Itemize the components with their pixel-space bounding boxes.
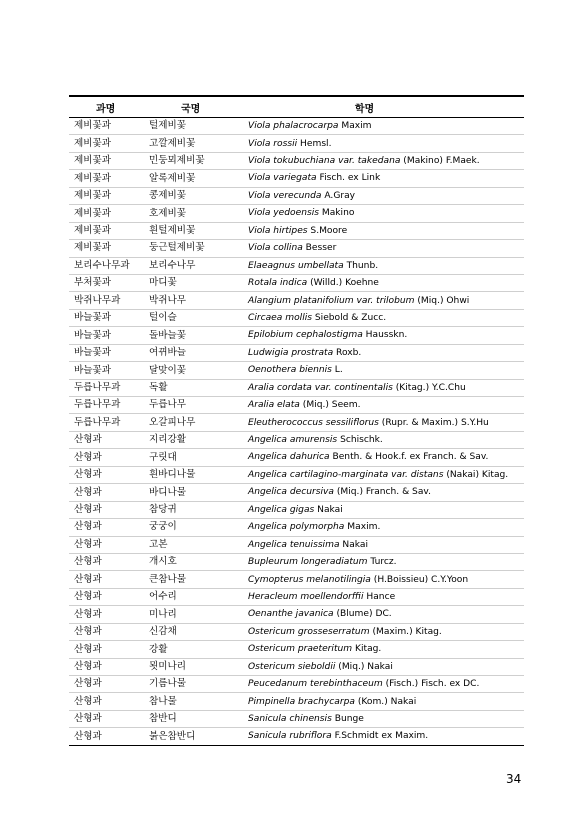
table-row — [69, 397, 524, 414]
scientific-name: Viola variegata — [248, 173, 317, 184]
korean-name-cell: 참반디 — [149, 713, 177, 725]
scientific-name-cell — [235, 139, 524, 149]
scientific-name-cell — [235, 731, 524, 741]
author-citation: (Kom.) Nakai — [354, 696, 417, 707]
author-citation: Roxb. — [333, 347, 362, 358]
scientific-name: Angelica amurensis — [248, 435, 338, 446]
scientific-name: Viola tokubuchiana var. takedana — [248, 156, 401, 167]
author-citation: (Makino) F.Maek. — [400, 156, 480, 167]
family-cell: 산형과 — [74, 521, 102, 533]
family-cell: 산형과 — [74, 434, 102, 446]
scientific-name: Rotala indica — [248, 278, 308, 289]
author-citation: Maxim — [338, 121, 372, 132]
family-cell: 산형과 — [74, 591, 102, 603]
author-citation: Nakai — [314, 504, 343, 515]
scientific-name: Ostericum grosseserratum — [248, 626, 370, 637]
scientific-name: Alangium platanifolium var. trilobum — [248, 295, 415, 306]
table-row — [69, 624, 524, 641]
family-cell: 산형과 — [74, 678, 102, 690]
scientific-name-cell — [235, 644, 524, 654]
scientific-name: Aralia cordata var. continentalis — [248, 382, 393, 393]
author-citation: (Fisch.) Fisch. ex DC. — [382, 679, 480, 690]
family-cell: 산형과 — [74, 626, 102, 638]
family-cell: 제비꽃과 — [74, 120, 112, 132]
author-citation: (Miq.) Franch. & Sav. — [333, 487, 431, 498]
scientific-name-cell — [235, 575, 524, 585]
korean-name-cell: 흰털제비꽃 — [149, 225, 196, 237]
scientific-name-cell — [235, 383, 524, 393]
author-citation: (Willd.) Koehne — [307, 278, 379, 289]
korean-name-cell: 참나물 — [149, 695, 177, 707]
scientific-name-cell — [235, 487, 524, 497]
author-citation: (H.Boissieu) C.Y.Yoon — [370, 574, 469, 585]
table-row — [69, 571, 524, 588]
scientific-name-cell — [235, 191, 524, 201]
author-citation: Hance — [363, 591, 396, 602]
table-row — [69, 467, 524, 484]
korean-name-cell: 둥근털제비꽃 — [149, 242, 205, 254]
scientific-name-cell — [235, 226, 524, 236]
family-cell: 산형과 — [74, 695, 102, 707]
korean-name-cell: 민둥뫼제비꽃 — [149, 155, 205, 167]
author-citation: Bunge — [331, 714, 364, 725]
korean-name-cell: 오갈피나무 — [149, 416, 196, 428]
scientific-name-cell — [235, 278, 524, 288]
family-cell: 산형과 — [74, 504, 102, 516]
scientific-name-cell — [235, 522, 524, 532]
author-citation: Maxim. — [344, 522, 381, 533]
korean-name-cell: 독활 — [149, 381, 168, 393]
korean-name-cell: 미나리 — [149, 608, 177, 620]
scientific-name-cell — [235, 418, 524, 428]
scientific-name: Oenothera biennis — [248, 365, 332, 376]
author-citation: (Nakai) Kitag. — [443, 469, 509, 480]
scientific-name: Aralia elata — [248, 400, 300, 411]
scientific-name-cell — [235, 173, 524, 183]
scientific-name: Eleutherococcus sessiliflorus — [248, 417, 379, 428]
scientific-name: Viola collina — [248, 243, 303, 254]
family-cell: 바늘꽃과 — [74, 364, 112, 376]
author-citation: Benth. & Hook.f. ex Franch. & Sav. — [329, 452, 489, 463]
table-row — [69, 327, 524, 344]
scientific-name-cell — [235, 261, 524, 271]
family-cell: 바늘꽃과 — [74, 329, 112, 341]
korean-name-cell: 개시호 — [149, 556, 177, 568]
table-row — [69, 170, 524, 187]
family-cell: 제비꽃과 — [74, 172, 112, 184]
header-family: 과명 — [96, 103, 116, 115]
table-row — [69, 554, 524, 571]
author-citation: (Miq.) Seem. — [299, 400, 361, 411]
header-scientific-name: 학명 — [354, 103, 375, 115]
author-citation: (Miq.) Nakai — [335, 661, 393, 672]
author-citation: A.Gray — [321, 190, 356, 201]
family-cell: 보리수나무과 — [74, 259, 130, 271]
author-citation: Besser — [302, 243, 337, 254]
korean-name-cell: 호제비꽃 — [149, 207, 187, 219]
scientific-name-cell — [235, 452, 524, 462]
family-cell: 박쥐나무과 — [74, 294, 121, 306]
scientific-name-cell — [235, 156, 524, 166]
author-citation: (Miq.) Ohwi — [414, 295, 470, 306]
family-cell: 제비꽃과 — [74, 137, 112, 149]
family-cell: 산형과 — [74, 713, 102, 725]
scientific-name-cell — [235, 627, 524, 637]
table-row — [69, 711, 524, 728]
scientific-name: Angelica gigas — [248, 504, 315, 515]
scientific-name-cell — [235, 313, 524, 323]
table-row — [69, 676, 524, 693]
family-cell: 산형과 — [74, 556, 102, 568]
scientific-name: Viola yedoensis — [248, 208, 319, 219]
author-citation: Fisch. ex Link — [316, 173, 381, 184]
korean-name-cell: 박쥐나무 — [149, 294, 187, 306]
family-cell: 산형과 — [74, 486, 102, 498]
table-body — [69, 118, 524, 745]
scientific-name: Pimpinella brachycarpa — [248, 696, 355, 707]
family-cell: 제비꽃과 — [74, 242, 112, 254]
scientific-name-cell — [235, 470, 524, 480]
korean-name-cell: 돌바늘꽃 — [149, 329, 187, 341]
korean-name-cell: 흰바디나물 — [149, 469, 196, 481]
korean-name-cell: 지리강활 — [149, 434, 187, 446]
author-citation: Schischk. — [337, 435, 383, 446]
table-row — [69, 449, 524, 466]
scientific-name: Viola phalacrocarpa — [248, 121, 339, 132]
family-cell: 제비꽃과 — [74, 155, 112, 167]
table-row — [69, 502, 524, 519]
family-cell: 산형과 — [74, 573, 102, 585]
author-citation: Turcz. — [367, 557, 397, 568]
korean-name-cell: 궁궁이 — [149, 521, 177, 533]
korean-name-cell: 고본 — [149, 538, 168, 550]
table-row — [69, 693, 524, 710]
table-row — [69, 310, 524, 327]
table-row — [69, 258, 524, 275]
scientific-name-cell — [235, 592, 524, 602]
author-citation: Kitag. — [352, 644, 382, 655]
scientific-name-cell — [235, 557, 524, 567]
table-row — [69, 519, 524, 536]
family-cell: 산형과 — [74, 451, 102, 463]
family-cell: 산형과 — [74, 730, 102, 742]
scientific-name-cell — [235, 714, 524, 724]
korean-name-cell: 콩제비꽃 — [149, 190, 187, 202]
author-citation: (Blume) DC. — [333, 609, 392, 620]
korean-name-cell: 여뀌바늘 — [149, 347, 187, 359]
table-row — [69, 205, 524, 222]
author-citation: Makino — [318, 208, 355, 219]
family-cell: 두릅나무과 — [74, 416, 121, 428]
family-cell: 제비꽃과 — [74, 207, 112, 219]
family-cell: 산형과 — [74, 538, 102, 550]
scientific-name: Angelica cartilagino-marginata var. distans — [248, 469, 444, 480]
korean-name-cell: 털이슬 — [149, 312, 177, 324]
author-citation: S.Moore — [307, 225, 348, 236]
table-row — [69, 240, 524, 257]
korean-name-cell: 알록제비꽃 — [149, 172, 196, 184]
table-row — [69, 292, 524, 309]
table-bottom-rule — [69, 745, 524, 746]
scientific-name: Bupleurum longeradiatum — [248, 557, 368, 568]
scientific-name-cell — [235, 330, 524, 340]
author-citation: (Maxim.) Kitag. — [369, 626, 442, 637]
author-citation: Hausskn. — [362, 330, 408, 341]
korean-name-cell: 묏미나리 — [149, 660, 187, 672]
scientific-name: Ostericum sieboldii — [248, 661, 336, 672]
scientific-name-cell — [235, 435, 524, 445]
table-row — [69, 118, 524, 135]
author-citation: Hemsl. — [297, 138, 332, 149]
korean-name-cell: 보리수나무 — [149, 259, 196, 271]
scientific-name: Viola rossii — [248, 138, 298, 149]
scientific-name-cell — [235, 505, 524, 515]
family-cell: 산형과 — [74, 660, 102, 672]
scientific-name: Ludwigia prostrata — [248, 347, 334, 358]
scientific-name-cell — [235, 697, 524, 707]
author-citation: (Rupr. & Maxim.) S.Y.Hu — [378, 417, 489, 428]
table-row — [69, 659, 524, 676]
table-row — [69, 223, 524, 240]
scientific-name: Oenanthe javanica — [248, 609, 334, 620]
table-row — [69, 188, 524, 205]
scientific-name: Elaeagnus umbellata — [248, 260, 344, 271]
korean-name-cell: 털제비꽃 — [149, 120, 187, 132]
author-citation: Thunb. — [343, 260, 379, 271]
family-cell: 제비꽃과 — [74, 225, 112, 237]
family-cell: 산형과 — [74, 643, 102, 655]
table-row — [69, 432, 524, 449]
table-row — [69, 537, 524, 554]
scientific-name-cell — [235, 400, 524, 410]
table-row — [69, 362, 524, 379]
scientific-name: Circaea mollis — [248, 312, 312, 323]
scientific-name: Angelica dahurica — [248, 452, 330, 463]
scientific-name: Angelica decursiva — [248, 487, 334, 498]
table-row — [69, 414, 524, 431]
scientific-name: Ostericum praeteritum — [248, 644, 353, 655]
table-row — [69, 153, 524, 170]
author-citation: Siebold & Zucc. — [312, 312, 387, 323]
korean-name-cell: 어수리 — [149, 591, 177, 603]
author-citation: L. — [331, 365, 343, 376]
korean-name-cell: 참당귀 — [149, 504, 177, 516]
header-korean-name: 국명 — [181, 103, 201, 115]
korean-name-cell: 붉은참반디 — [149, 730, 196, 742]
korean-name-cell: 두릅나무 — [149, 399, 187, 411]
scientific-name: Viola verecunda — [248, 190, 322, 201]
scientific-name-cell — [235, 208, 524, 218]
table-row — [69, 641, 524, 658]
family-cell: 바늘꽃과 — [74, 347, 112, 359]
scientific-name: Angelica polymorpha — [248, 522, 345, 533]
scientific-name: Sanicula rubriflora — [248, 731, 332, 742]
scientific-name-cell — [235, 348, 524, 358]
table-row — [69, 484, 524, 501]
korean-name-cell: 강활 — [149, 643, 168, 655]
scientific-name-cell — [235, 121, 524, 131]
scientific-name-cell — [235, 609, 524, 619]
table-header — [69, 97, 524, 117]
scientific-name: Epilobium cephalostigma — [248, 330, 363, 341]
korean-name-cell: 고깔제비꽃 — [149, 137, 196, 149]
table-row — [69, 728, 524, 744]
author-citation: F.Schmidt ex Maxim. — [331, 731, 429, 742]
scientific-name-cell — [235, 679, 524, 689]
family-cell: 산형과 — [74, 469, 102, 481]
korean-name-cell: 달맞이꽃 — [149, 364, 187, 376]
table-row — [69, 606, 524, 623]
table-row — [69, 380, 524, 397]
scientific-name-cell — [235, 365, 524, 375]
korean-name-cell: 구릿대 — [149, 451, 177, 463]
scientific-name: Peucedanum terebinthaceum — [248, 679, 383, 690]
scientific-name: Viola hirtipes — [248, 225, 308, 236]
family-cell: 부처꽃과 — [74, 277, 112, 289]
page-number: 34 — [506, 772, 522, 786]
scientific-name-cell — [235, 243, 524, 253]
table-row — [69, 589, 524, 606]
table-row — [69, 345, 524, 362]
scientific-name: Cymopterus melanotilingia — [248, 574, 371, 585]
table-row — [69, 135, 524, 152]
author-citation: Nakai — [339, 539, 368, 550]
family-cell: 산형과 — [74, 608, 102, 620]
table-row — [69, 275, 524, 292]
family-cell: 두릅나무과 — [74, 399, 121, 411]
scientific-name-cell — [235, 296, 524, 306]
scientific-name-cell — [235, 662, 524, 672]
korean-name-cell: 신감채 — [149, 626, 177, 638]
species-table — [69, 95, 524, 746]
scientific-name-cell — [235, 540, 524, 550]
family-cell: 바늘꽃과 — [74, 312, 112, 324]
scientific-name: Heracleum moellendorffii — [248, 591, 364, 602]
scientific-name: Angelica tenuissima — [248, 539, 340, 550]
korean-name-cell: 기름나물 — [149, 678, 187, 690]
scientific-name: Sanicula chinensis — [248, 714, 332, 725]
family-cell: 두릅나무과 — [74, 381, 121, 393]
korean-name-cell: 바디나물 — [149, 486, 187, 498]
author-citation: (Kitag.) Y.C.Chu — [392, 382, 466, 393]
korean-name-cell: 큰참나물 — [149, 573, 187, 585]
korean-name-cell: 마디꽃 — [149, 277, 177, 289]
family-cell: 제비꽃과 — [74, 190, 112, 202]
